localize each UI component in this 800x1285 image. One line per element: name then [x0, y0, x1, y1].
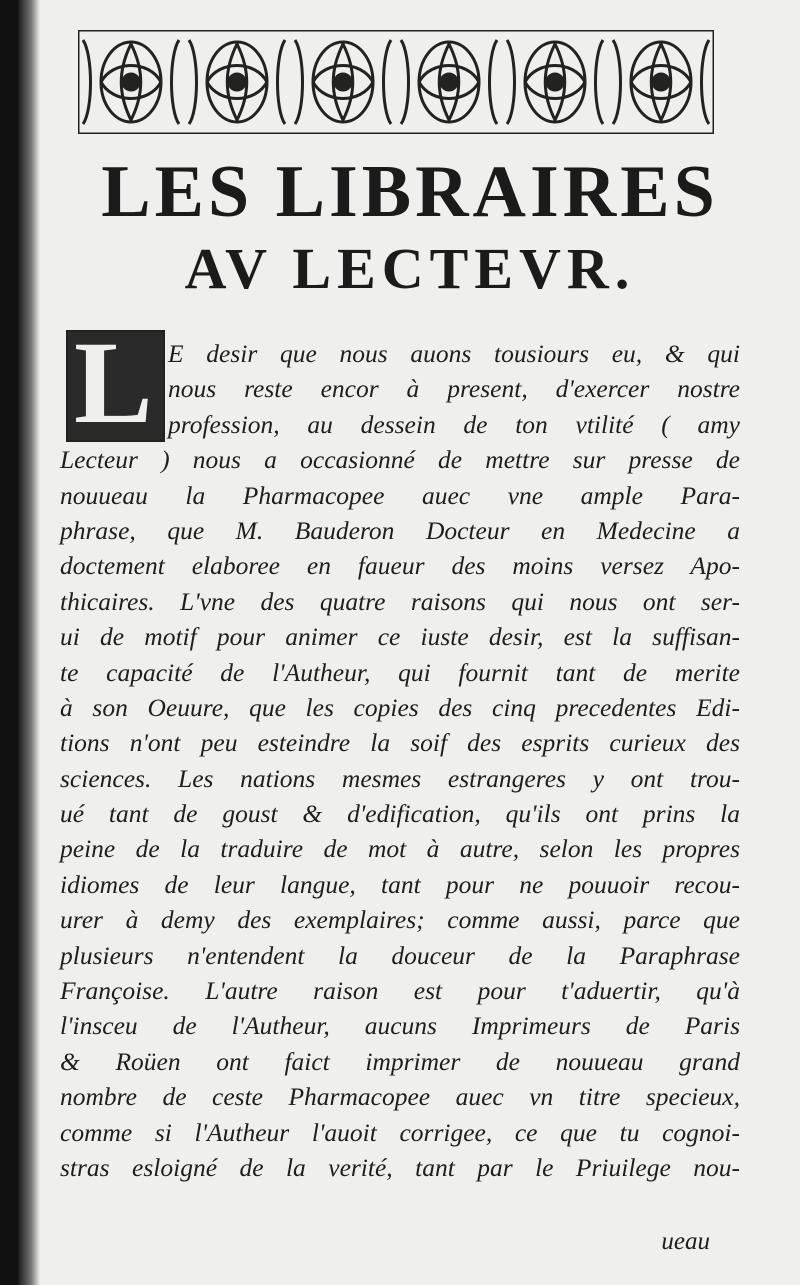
text-line: l'insceu de l'Autheur, aucuns Imprimeurs de Paris	[60, 1011, 740, 1041]
text-line: Lecteur ) nous a occasionné de mettre sur presse de	[60, 445, 740, 475]
text-line: phrase, que M. Bauderon Docteur en Medecine a	[60, 515, 740, 545]
title-line-2: AV LECTEVR.	[184, 236, 636, 301]
text-line: nous reste encor à present, d'exercer nostre	[168, 374, 740, 404]
text-line: urer à demy des exemplaires; comme aussi, parce que	[60, 905, 740, 935]
body-text	[60, 336, 740, 1185]
initial-letter: L	[74, 317, 153, 448]
text-line: profession, au dessein de ton vtilité ( amy	[168, 409, 740, 439]
title-line-1: LES LIBRAIRES	[101, 151, 719, 233]
text-line: stras esloigné de la verité, tant par le Priuilege nou-	[60, 1152, 740, 1182]
text-line: doctement elaboree en faueur des moins versez Apo-	[60, 551, 740, 581]
text-line: Françoise. L'autre raison est pour t'aduertir, qu'à	[60, 976, 740, 1006]
text-line: ui de motif pour animer ce iuste desir, est la suffisan-	[60, 622, 740, 652]
text-line: nouueau la Pharmacopee auec vne ample Para-	[60, 480, 740, 510]
text-line: comme si l'Autheur l'auoit corrigee, ce que tu cognoi-	[60, 1117, 740, 1147]
binding-shadow	[18, 0, 40, 1285]
text-line: thicaires. L'vne des quatre raisons qui nous ont ser-	[60, 586, 740, 616]
text-line: E desir que nous auons tousiours eu, & qui	[168, 339, 740, 368]
decorative-headpiece	[78, 30, 714, 134]
text-line: nombre de ceste Pharmacopee auec vn titre specieux,	[60, 1082, 740, 1112]
text-line: peine de la traduire de mot à autre, selon les propres	[60, 834, 740, 864]
text-line: plusieurs n'entendent la douceur de la Paraphrase	[60, 940, 740, 970]
page-title	[60, 150, 760, 304]
text-line: ué tant de goust & d'edification, qu'ils ont prins la	[60, 799, 740, 829]
text-line: & Roüen ont faict imprimer de nouueau grand	[60, 1046, 740, 1076]
text-line: idiomes de leur langue, tant pour ne pouuoir recou-	[60, 869, 740, 899]
text-line: à son Oeuure, que les copies des cinq precedentes Edi-	[60, 692, 740, 722]
book-page	[18, 0, 800, 1285]
text-line: te capacité de l'Autheur, qui fournit tant de merite	[60, 657, 740, 687]
text-line: tions n'ont peu esteindre la soif des esprits curieux des	[60, 728, 740, 758]
catchword: ueau	[661, 1228, 710, 1255]
text-line: sciences. Les nations mesmes estrangeres y ont trou-	[60, 763, 740, 793]
